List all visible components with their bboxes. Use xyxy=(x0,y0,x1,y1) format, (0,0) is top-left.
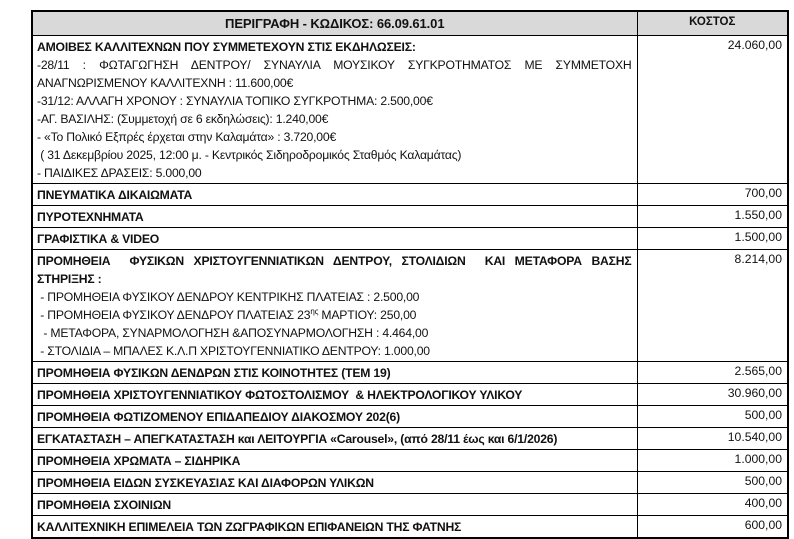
table-row xyxy=(32,250,788,362)
row-detail: - ΠΡΟΜΗΘΕΙΑ ΦΥΣΙΚΟΥ ΔΕΝΔΡΟΥ ΚΕΝΤΡΙΚΗΣ ΠΛΑΤΕΙΑΣ : 2.500,00 xyxy=(37,289,420,304)
cost-cell: 1.500,00 xyxy=(637,228,788,250)
detail-text: ΜΑΡΤΙΟΥ: 250,00 xyxy=(318,307,417,322)
row-title: ΠΡΟΜΗΘΕΙΑ ΦΥΣΙΚΩΝ ΔΕΝΔΡΩΝ ΣΤΙΣ ΚΟΙΝΟΤΗΤΕΣ (ΤΕΜ 19) xyxy=(37,365,391,380)
cost-cell: 600,00 xyxy=(637,516,788,539)
table-row xyxy=(32,406,788,428)
row-title: ΕΓΚΑΤΑΣΤΑΣΗ – ΑΠΕΓΚΑΤΑΣΤΑΣΗ και ΛΕΙΤΟΥΡΓΙΑ «Carousel», (από 28/11 έως και 6/1/2026) xyxy=(37,431,558,446)
row-detail: ( 31 Δεκεμβρίου 2025, 12:00 μ. - Κεντρικός Σιδηροδρομικός Σταθμός Καλαμάτας) xyxy=(37,147,462,162)
row-detail: -ΑΓ. ΒΑΣΙΛΗΣ: (Συμμετοχή σε 6 εκδηλώσεις): 1.240,00€ xyxy=(37,111,329,126)
cost-cell: 24.060,00 xyxy=(637,36,788,184)
cost-cell: 8.214,00 xyxy=(637,250,788,362)
cost-cell: 10.540,00 xyxy=(637,428,788,450)
description-cell xyxy=(32,228,637,250)
superscript-text: ης xyxy=(310,306,319,316)
table-row xyxy=(32,362,788,384)
description-cell xyxy=(32,362,637,384)
row-title: ΠΡΟΜΗΘΕΙΑ ΣΧΟΙΝΙΩΝ xyxy=(37,497,172,512)
table-row xyxy=(32,36,788,184)
row-title: ΠΝΕΥΜΑΤΙΚΑ ΔΙΚΑΙΩΜΑΤΑ xyxy=(37,187,193,202)
row-title: ΚΑΛΛΙΤΕΧΝΙΚΗ ΕΠΙΜΕΛΕΙΑ ΤΩΝ ΖΩΓΡΑΦΙΚΩΝ ΕΠΙΦΑΝΕΙΩΝ ΤΗΣ ΦΑΤΝΗΣ xyxy=(37,519,462,534)
row-detail: - ΜΕΤΑΦΟΡΑ, ΣΥΝΑΡΜΟΛΟΓΗΣΗ &ΑΠΟΣΥΝΑΡΜΟΛΟΓΗΣΗ : 4.464,00 xyxy=(37,325,429,340)
row-detail xyxy=(37,306,632,324)
table-row xyxy=(32,228,788,250)
table-body xyxy=(32,36,788,539)
row-detail: - «Το Πολικό Εξπρές έρχεται στην Καλαμάτα» : 3.720,00€ xyxy=(37,129,337,144)
row-title: ΠΡΟΜΗΘΕΙΑ ΦΥΣΙΚΩΝ ΧΡΙΣΤΟΥΓΕΝΝΙΑΤΙΚΩΝ ΔΕΝΤΡΟΥ, ΣΤΟΛΙΔΙΩΝ ΚΑΙ ΜΕΤΑΦΟΡΑ ΒΑΣΗΣ ΣΤΗΡΙΞΗΣ : xyxy=(37,253,635,286)
header-description: ΠΕΡΙΓΡΑΦΗ - ΚΩΔΙΚΟΣ: 66.09.61.01 xyxy=(32,11,637,36)
description-cell xyxy=(32,36,637,184)
row-detail: -31/12: ΑΛΛΑΓΗ ΧΡΟΝΟΥ : ΣΥΝΑΥΛΙΑ ΤΟΠΙΚΟ ΣΥΓΚΡΟΤΗΜΑ: 2.500,00€ xyxy=(37,93,433,108)
table-row xyxy=(32,206,788,228)
description-cell xyxy=(32,494,637,516)
detail-text: - ΠΡΟΜΗΘΕΙΑ ΦΥΣΙΚΟΥ ΔΕΝΔΡΟΥ ΠΛΑΤΕΙΑΣ 23 xyxy=(37,307,311,322)
table-row xyxy=(32,494,788,516)
table-row xyxy=(32,428,788,450)
row-title: ΓΡΑΦΙΣΤΙΚΑ & VIDEO xyxy=(37,231,160,246)
table-header-row xyxy=(32,11,788,36)
description-cell xyxy=(32,450,637,472)
description-cell xyxy=(32,206,637,228)
header-cost: ΚΟΣΤΟΣ xyxy=(637,11,788,36)
table-row xyxy=(32,472,788,494)
row-title: ΠΥΡΟΤΕΧΝΗΜΑΤΑ xyxy=(37,209,144,224)
row-title: ΑΜΟΙΒΕΣ ΚΑΛΛΙΤΕΧΝΩΝ ΠΟΥ ΣΥΜΜΕΤΕΧΟΥΝ ΣΤΙΣ ΕΚΔΗΛΩΣΕΙΣ: xyxy=(37,39,416,54)
cost-cell: 500,00 xyxy=(637,406,788,428)
row-title: ΠΡΟΜΗΘΕΙΑ ΧΡΩΜΑΤΑ – ΣΙΔΗΡΙΚΑ xyxy=(37,453,241,468)
row-title: ΠΡΟΜΗΘΕΙΑ ΧΡΙΣΤΟΥΓΕΝΝΙΑΤΙΚΟΥ ΦΩΤΟΣΤΟΛΙΣΜΟΥ & ΗΛΕΚΤΡΟΛΟΓΙΚΟΥ ΥΛΙΚΟΥ xyxy=(37,387,523,402)
row-detail: - ΣΤΟΛΙΔΙΑ – ΜΠΑΛΕΣ Κ.Λ.Π ΧΡΙΣΤΟΥΓΕΝΝΙΑΤΙΚΟ ΔΕΝΤΡΟΥ: 1.000,00 xyxy=(37,343,430,358)
table-row xyxy=(32,516,788,539)
cost-cell: 400,00 xyxy=(637,494,788,516)
description-cell xyxy=(32,250,637,362)
cost-cell: 2.565,00 xyxy=(637,362,788,384)
description-cell xyxy=(32,384,637,406)
description-cell xyxy=(32,428,637,450)
description-cell xyxy=(32,472,637,494)
row-title: ΠΡΟΜΗΘΕΙΑ ΦΩΤΙΖΟΜΕΝΟΥ ΕΠΙΔΑΠΕΔΙΟΥ ΔΙΑΚΟΣΜΟΥ 202(6) xyxy=(37,409,400,424)
table-row xyxy=(32,450,788,472)
row-title: ΠΡΟΜΗΘΕΙΑ ΕΙΔΩΝ ΣΥΣΚΕΥΑΣΙΑΣ ΚΑΙ ΔΙΑΦΟΡΩΝ ΥΛΙΚΩΝ xyxy=(37,475,374,490)
description-cell xyxy=(32,184,637,206)
description-cell xyxy=(32,406,637,428)
table-row xyxy=(32,184,788,206)
table-row xyxy=(32,384,788,406)
description-cell xyxy=(32,516,637,539)
cost-table xyxy=(31,10,789,539)
cost-cell: 1.000,00 xyxy=(637,450,788,472)
cost-cell: 700,00 xyxy=(637,184,788,206)
row-detail: - ΠΑΙΔΙΚΕΣ ΔΡΑΣΕΙΣ: 5.000,00 xyxy=(37,165,202,180)
cost-cell: 1.550,00 xyxy=(637,206,788,228)
cost-cell: 30.960,00 xyxy=(637,384,788,406)
row-detail: -28/11 : ΦΩΤΑΓΩΓΗΣΗ ΔΕΝΤΡΟΥ/ ΣΥΝΑΥΛΙΑ ΜΟΥΣΙΚΟΥ ΣΥΓΚΡΟΤΗΜΑΤΟΣ ΜΕ ΣΥΜΜΕΤΟΧΗ ΑΝΑΓΝΩΡΙΣΜΕΝΟΥ ΚΑΛΛΙΤΕΧΝΗ : 11.600,00€ xyxy=(37,57,635,90)
cost-cell: 500,00 xyxy=(637,472,788,494)
